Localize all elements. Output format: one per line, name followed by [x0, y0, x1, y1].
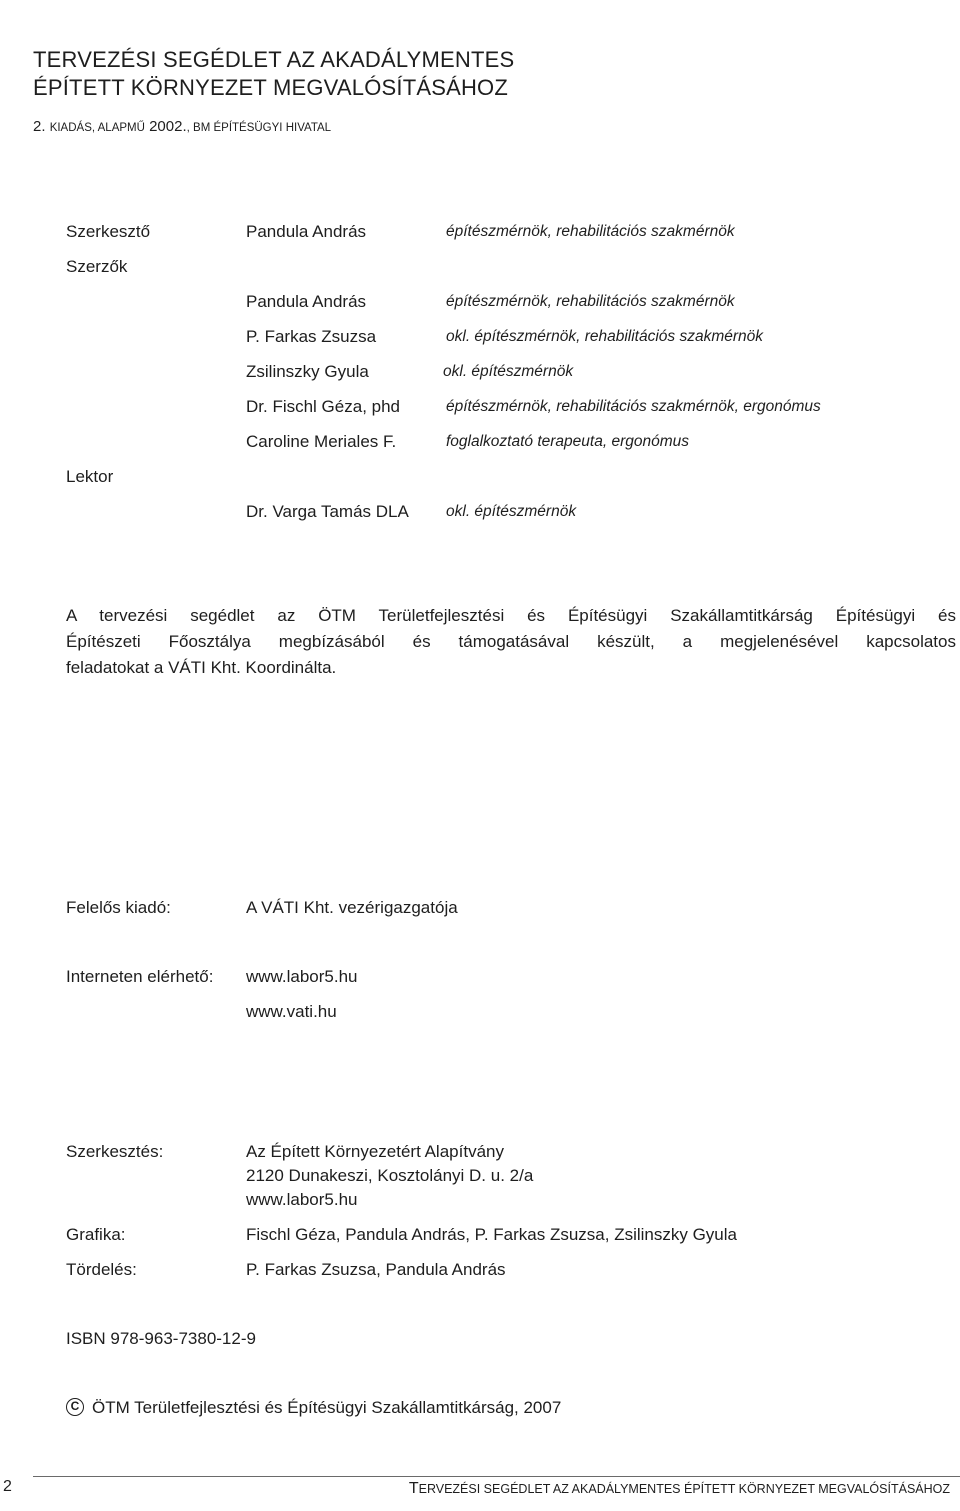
typesetting-label: Tördelés: [66, 1260, 137, 1279]
footer-title-initial: T [408, 1480, 419, 1497]
author-name: Dr. Fischl Géza, phd [246, 397, 401, 416]
reviewer-name: Dr. Varga Tamás DLA [246, 502, 409, 521]
graphics-value: Fischl Géza, Pandula András, P. Farkas Zsuzsa, Zsilinszky Gyula [246, 1225, 737, 1244]
copyright-icon: C [66, 1398, 84, 1416]
copyright-text: ÖTM Területfejlesztési és Építésügyi Szakállamtitkárság, 2007 [92, 1398, 562, 1417]
online-url-vati[interactable]: www.vati.hu [246, 1002, 337, 1021]
footer-title-rest: ERVEZÉSI SEGÉDLET AZ AKADÁLYMENTES ÉPÍTETT KÖRNYEZET MEGVALÓSÍTÁSÁHOZ [418, 1482, 950, 1496]
online-label: Interneten elérhető: [66, 967, 214, 986]
editor-label: Szerkesztő [66, 222, 151, 241]
editing-website[interactable]: www.labor5.hu [246, 1190, 358, 1209]
paragraph-line: Építészeti Főosztálya megbízásából és támogatásával készült, a megjelenésével kapcsolatos [66, 632, 956, 651]
author-role: okl. építészmérnök, rehabilitációs szakmérnök [446, 328, 764, 345]
footer-running-title [409, 1480, 950, 1498]
paragraph-line: A tervezési segédlet az ÖTM Területfejlesztési és Építésügyi Szakállamtitkárság Építésügyi és [66, 606, 956, 625]
author-role: okl. építészmérnök [443, 363, 574, 380]
author-role: foglalkoztató terapeuta, ergonómus [446, 433, 689, 450]
graphics-label: Grafika: [66, 1225, 126, 1244]
edition-publisher: , BM ÉPÍTÉSÜGYI HIVATAL [186, 122, 332, 134]
typesetting-value: P. Farkas Zsuzsa, Pandula András [246, 1260, 506, 1279]
edition-line [33, 118, 331, 135]
authors-label: Szerzők [66, 257, 128, 276]
page-number: 2 [3, 1478, 12, 1495]
edition-year: 2002. [149, 118, 187, 135]
publisher-label: Felelős kiadó: [66, 898, 171, 917]
commission-paragraph [66, 603, 956, 681]
author-name: Zsilinszky Gyula [246, 362, 369, 381]
author-name: Caroline Meriales F. [246, 432, 397, 451]
online-url-labor5[interactable]: www.labor5.hu [246, 967, 358, 986]
paragraph-line: feladatokat a VÁTI Kht. Koordinálta. [66, 658, 337, 677]
isbn: ISBN 978-963-7380-12-9 [66, 1329, 256, 1348]
edition-number: 2. [33, 118, 46, 135]
publisher-value: A VÁTI Kht. vezérigazgatója [246, 898, 458, 917]
editing-label: Szerkesztés: [66, 1142, 164, 1161]
document-title-line-1: TERVEZÉSI SEGÉDLET AZ AKADÁLYMENTES [33, 47, 515, 72]
author-name: P. Farkas Zsuzsa [246, 327, 377, 346]
editor-role: építészmérnök, rehabilitációs szakmérnök [446, 223, 735, 240]
editing-organization: Az Épített Környezetért Alapítvány [246, 1142, 504, 1161]
author-role: építészmérnök, rehabilitációs szakmérnök, ergonómus [446, 398, 821, 415]
edition-word: KIADÁS, ALAPMŰ [49, 122, 145, 134]
reviewer-role: okl. építészmérnök [446, 503, 577, 520]
reviewer-label: Lektor [66, 467, 114, 486]
document-title-line-2: ÉPÍTETT KÖRNYEZET MEGVALÓSÍTÁSÁHOZ [33, 75, 508, 100]
editing-address: 2120 Dunakeszi, Kosztolányi D. u. 2/a [246, 1166, 534, 1185]
author-name: Pandula András [246, 292, 367, 311]
editor-name: Pandula András [246, 222, 367, 241]
author-role: építészmérnök, rehabilitációs szakmérnök [446, 293, 735, 310]
